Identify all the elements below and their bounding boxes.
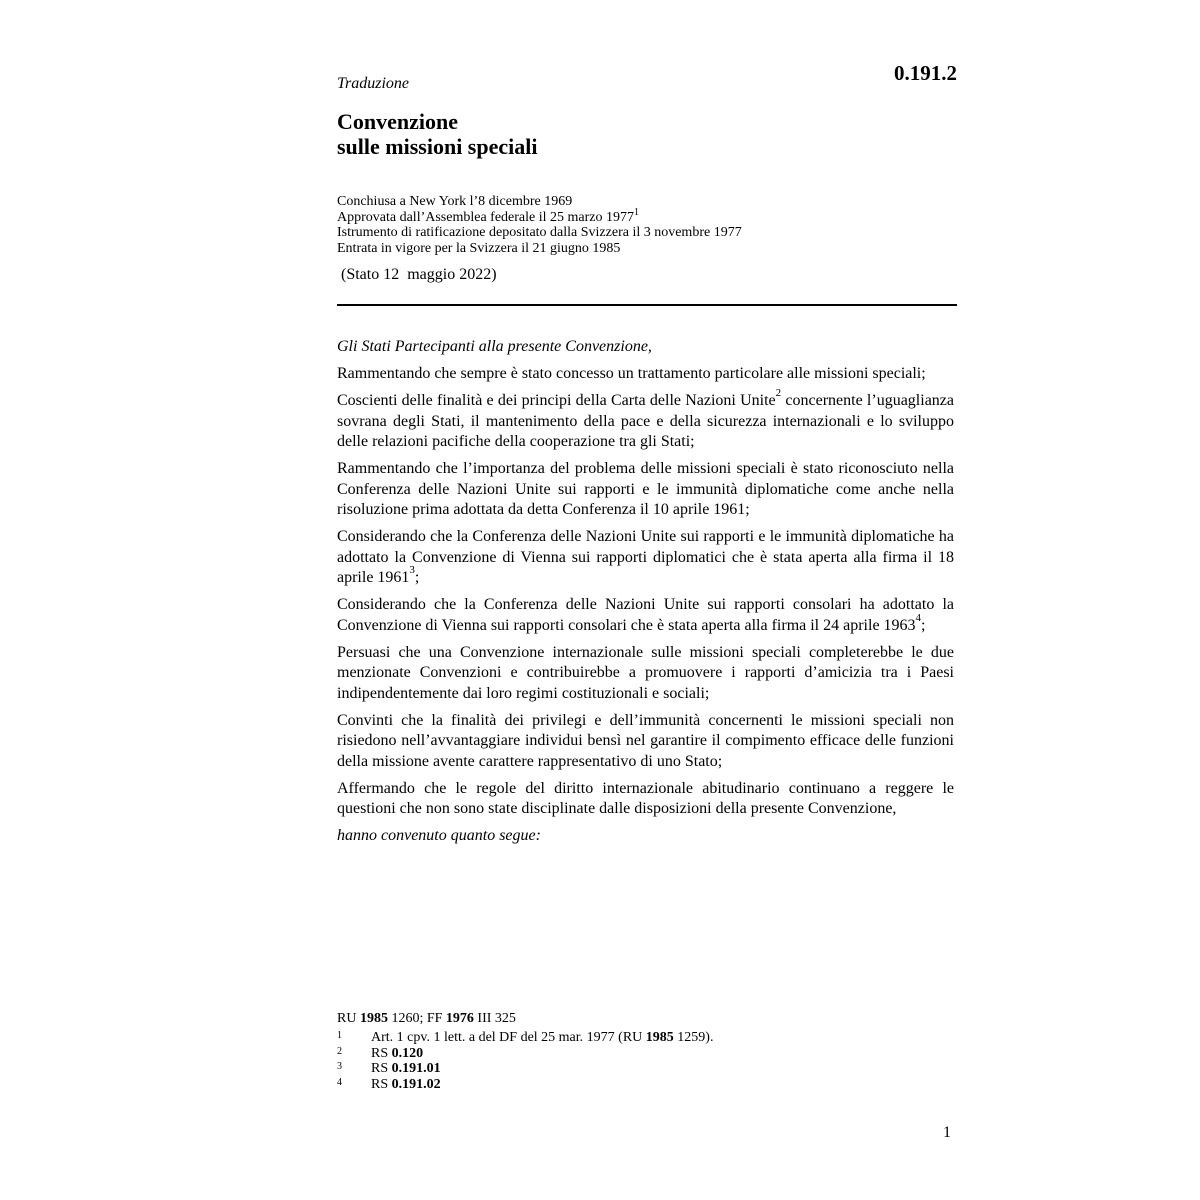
preamble-closing: hanno convenuto quanto segue: bbox=[337, 827, 541, 844]
footnote-link[interactable]: 0.191.01 bbox=[391, 1061, 441, 1077]
concluded-date: Conchiusa a New York l’8 dicembre 1969 bbox=[337, 194, 573, 209]
ratification-date: Istrumento di ratificazione depositato dalla Svizzera il 3 novembre 1977 bbox=[337, 225, 742, 241]
preamble-paragraph: Affermando che le regole del diritto internazionale abitudinario continuano a reggere le questioni che non sono state disciplinate dalle disposizioni della presente Convenzione, bbox=[337, 779, 954, 817]
approved-date bbox=[337, 206, 742, 226]
preamble-intro: Gli Stati Partecipanti alla presente Convenzione, bbox=[337, 338, 652, 355]
footnote-text: RS 0.191.02 bbox=[371, 1076, 441, 1092]
sr-number: 0.191.2 bbox=[894, 61, 957, 85]
ru-year: 1985 bbox=[359, 1011, 388, 1026]
document-title bbox=[337, 109, 537, 159]
ru-page: 1260; FF bbox=[387, 1011, 446, 1026]
title-line-2: sulle missioni speciali bbox=[337, 134, 538, 159]
header-divider bbox=[337, 304, 957, 306]
ru-label: RU bbox=[337, 1011, 360, 1026]
footnote-number: 4 bbox=[337, 1076, 342, 1088]
footnote-number: 1 bbox=[337, 1030, 342, 1041]
footnote-ref-2[interactable]: 2 bbox=[775, 387, 782, 399]
ff-rest: III 325 bbox=[473, 1011, 516, 1026]
preamble-paragraph bbox=[337, 595, 954, 636]
preamble-paragraph bbox=[337, 527, 954, 589]
footnote-list bbox=[337, 1030, 713, 1092]
source-reference bbox=[337, 1011, 516, 1027]
footnote-text: RS 0.191.01 bbox=[371, 1061, 441, 1077]
footnote-item bbox=[337, 1046, 713, 1062]
approved-text: Approvata dall’Assemblea federale il 25 marzo 1977 bbox=[337, 209, 635, 225]
footnote-ref-3[interactable]: 3 bbox=[409, 564, 415, 576]
treaty-metadata bbox=[337, 194, 742, 256]
ff-year: 1976 bbox=[445, 1011, 474, 1026]
footnote-item bbox=[337, 1061, 713, 1077]
translation-label: Traduzione bbox=[337, 75, 410, 92]
document-page bbox=[337, 0, 957, 1200]
preamble-text: Considerando che la Conferenza delle Nazioni Unite sui rapporti consolari ha adottato la Convenzione di Vienna sui rapporti consolari che è stata aperta alla firma il 24 aprile 1963 bbox=[337, 596, 954, 634]
entry-into-force-date: Entrata in vigore per la Svizzera il 21 giugno 1985 bbox=[337, 240, 621, 256]
preamble-paragraph: Persuasi che una Convenzione internazionale sulle missioni speciali completerebbe le due menzionate Convenzioni e contribuirebbe a promuovere i rapporti d’amicizia tra i Paesi indipendentemente dai loro regimi costituzionali e sociali; bbox=[337, 643, 954, 702]
preamble-text: Considerando che la Conferenza delle Nazioni Unite sui rapporti e le immunità diplomatiche ha adottato la Convenzione di Vienna sui rapporti diplomatici che è stata aperta alla firma il 18 aprile 1961 bbox=[337, 528, 954, 586]
footnote-link[interactable]: 1985 bbox=[645, 1030, 674, 1045]
footnote-ref-1[interactable]: 1 bbox=[634, 206, 640, 218]
preamble-text: ; bbox=[414, 569, 420, 586]
footnote-number: 2 bbox=[337, 1045, 342, 1057]
page-number: 1 bbox=[943, 1124, 951, 1141]
preamble-paragraph bbox=[337, 387, 954, 453]
preamble-text: concernente l’uguaglianza sovrana degli Stati, il mantenimento della pace e della sicurezza internazionali e lo sviluppo delle relazioni pacifiche della cooperazione tra gli Stati; bbox=[337, 392, 954, 450]
footnote-link[interactable]: 0.191.02 bbox=[391, 1076, 441, 1092]
footnote-link[interactable]: 0.120 bbox=[391, 1045, 424, 1061]
preamble bbox=[337, 337, 954, 853]
title-line-1: Convenzione bbox=[337, 109, 458, 134]
footnote-text: Art. 1 cpv. 1 lett. a del DF del 25 mar. 1977 (RU 1985 1259). bbox=[371, 1030, 714, 1045]
preamble-paragraph: Rammentando che l’importanza del problema delle missioni speciali è stato riconosciuto nella Conferenza delle Nazioni Unite sui rapporti e le immunità diplomatiche come anche nella risoluzione prima adottata da detta Conferenza il 10 aprile 1961; bbox=[337, 460, 954, 518]
footnote-number: 3 bbox=[337, 1061, 342, 1073]
preamble-text: Coscienti delle finalità e dei principi della Carta delle Nazioni Unite bbox=[337, 392, 776, 409]
footnote-item bbox=[337, 1030, 713, 1046]
footnote-ref-4[interactable]: 4 bbox=[915, 611, 922, 624]
preamble-paragraph: Rammentando che sempre è stato concesso un trattamento particolare alle missioni speciali; bbox=[337, 365, 926, 382]
preamble-text: ; bbox=[921, 616, 926, 634]
status-date: (Stato 12 maggio 2022) bbox=[341, 266, 497, 283]
preamble-paragraph: Convinti che la finalità dei privilegi e dell’immunità concernenti le missioni speciali non risiedono nell’avvantaggiare individui bensì nel garantire il compimento efficace delle funzioni della missione avente carattere rappresentativo di uno Stato; bbox=[337, 711, 954, 770]
footnote-item bbox=[337, 1077, 713, 1093]
footnote-text: RS 0.120 bbox=[371, 1045, 424, 1061]
